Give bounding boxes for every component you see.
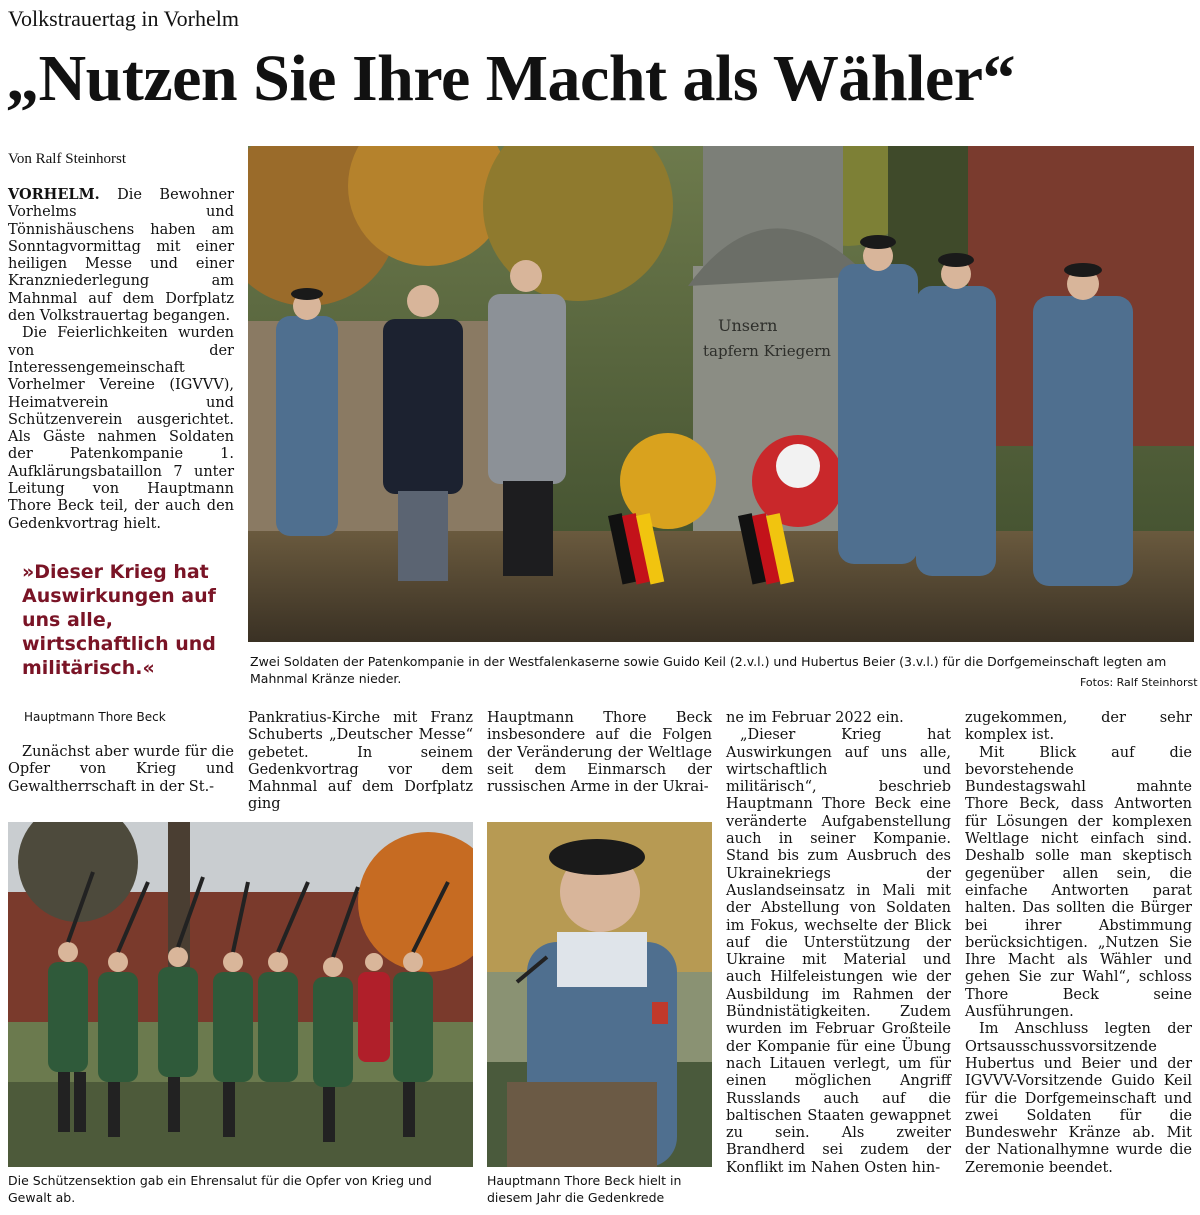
- paragraph-text: zugekommen, der sehr komplex ist.: [965, 710, 1192, 744]
- column-2: [248, 710, 473, 814]
- monument-inscription-2: tapfern Kriegern: [703, 342, 831, 360]
- paragraph-text: Die Bewohner Vorhelms und Tönnishäuschens haben am Sonntagvormittag mit einer heiligen Messe und einer Kranzniederlegung am Mahnmal auf dem Dorfplatz den Volkstrauertag begangen.: [8, 187, 234, 325]
- column-4: [726, 710, 951, 1177]
- dateline: VORHELM.: [8, 186, 100, 203]
- article-kicker: Volkstrauertag in Vorhelm: [8, 6, 239, 31]
- speaker-photo-caption: Hauptmann Thore Beck hielt in diesem Jahr die Gedenkrede: [487, 1173, 682, 1205]
- column-1-continued: [8, 744, 234, 796]
- paragraph-text: Pankratius-Kirche mit Franz Schuberts „Deutscher Messe“ gebetet. In seinem Gedenkvortrag vor dem Mahnmal auf dem Dorfplatz ging: [248, 710, 473, 813]
- photo-credit: Fotos: Ralf Steinhorst: [1080, 676, 1198, 689]
- memorial-ceremony-image: [248, 146, 1194, 642]
- paragraph-text: Im Anschluss legten der Ortsausschussvorsitzende Hubertus und Beier und der IGVVV-Vorsitzende Guido Keil für die Dorfgemeinschaft und zwei Soldaten für die Bundeswehr Kränze ab. Mit der Nationalhymne wurde die Zeremonie beendet.: [965, 1021, 1192, 1176]
- captain-speech-image: [487, 822, 712, 1167]
- paragraph-text: „Dieser Krieg hat Auswirkungen auf uns alle, wirtschaftlich und militärisch“, beschrieb Hauptmann Thore Beck eine veränderte Aufgabenstellung auch in seiner Kompanie. Stand bis zum Ausbruch des Ukrainekriegs der Auslandseinsatz in Mali mit der Abstellung von Soldaten im Fokus, wechselte der Blick auf die Unterstützung der Ukraine mit Material und auch Hilfeleistungen wie der Ausbildung im Rahmen der Bündnistätigkeiten. Zudem wurden im Februar Großteile der Kompanie für eine Übung nach Litauen verlegt, um für einen möglichen Angriff Russlands auch auf die baltischen Staaten gewappnet zu sein. Als zweiter Brandherd sei zudem der Konflikt im Nahen Osten hin-: [726, 727, 951, 1176]
- paragraph-text: Mit Blick auf die bevorstehende Bundestagswahl mahnte Thore Beck, dass Antworten für Lösungen der komplexen Weltlage nicht einfach sind. Deshalb solle man skeptisch gegenüber allen sein, die einfache Antworten parat halten. Das sollten die Bürger bei ihrer Abstimmung berücksichtigen. „Nutzen Sie Ihre Macht als Wähler und gehen Sie zur Wahl“, schloss Thore Beck seine Ausführungen.: [965, 744, 1192, 1021]
- paragraph-text: Die Feierlichkeiten wurden von der Interessengemeinschaft Vorhelmer Vereine (IGVVV), Heimatverein und Schützenverein ausgerichtet. Als Gäste nahmen Soldaten der Patenkompanie 1. Aufklärungsbataillon 7 unter Leitung von Hauptmann Thore Beck teil, der auch den Gedenkvortrag hielt.: [8, 325, 234, 532]
- column-1: [8, 186, 234, 533]
- main-photo: [248, 146, 1194, 642]
- speaker-photo: [487, 822, 712, 1167]
- main-photo-caption: Zwei Soldaten der Patenkompanie in der Westfalenkaserne sowie Guido Keil (2.v.l.) und Hubertus Beier (3.v.l.) für die Dorfgemeinschaft legten am Mahnmal Kränze nieder.: [250, 654, 1167, 686]
- pull-quote: »Dieser Krieg hat Auswirkungen auf uns alle, wirtschaftlich und militärisch.«: [22, 561, 216, 679]
- schuetzen-photo: [8, 822, 473, 1167]
- paragraph-lead: [8, 186, 234, 325]
- column-3: [487, 710, 712, 796]
- honor-salute-image: [8, 822, 473, 1167]
- article-headline: „Nutzen Sie Ihre Macht als Wähler“: [6, 42, 1015, 115]
- paragraph-text: Zunächst aber wurde für die Opfer von Krieg und Gewaltherrschaft in der St.-: [8, 744, 234, 795]
- paragraph-text: ne im Februar 2022 ein.: [726, 710, 904, 726]
- column-5: [965, 710, 1192, 1177]
- pull-quote-attribution: Hauptmann Thore Beck: [24, 710, 166, 724]
- monument-inscription-1: Unsern: [718, 316, 778, 335]
- schuetzen-photo-caption: Die Schützensektion gab ein Ehrensalut für die Opfer von Krieg und Gewalt ab.: [8, 1173, 432, 1205]
- paragraph-text: Hauptmann Thore Beck insbesondere auf die Folgen der Veränderung der Weltlage seit dem Einmarsch der russischen Arme in der Ukrai-: [487, 710, 712, 796]
- article-byline: Von Ralf Steinhorst: [8, 151, 127, 167]
